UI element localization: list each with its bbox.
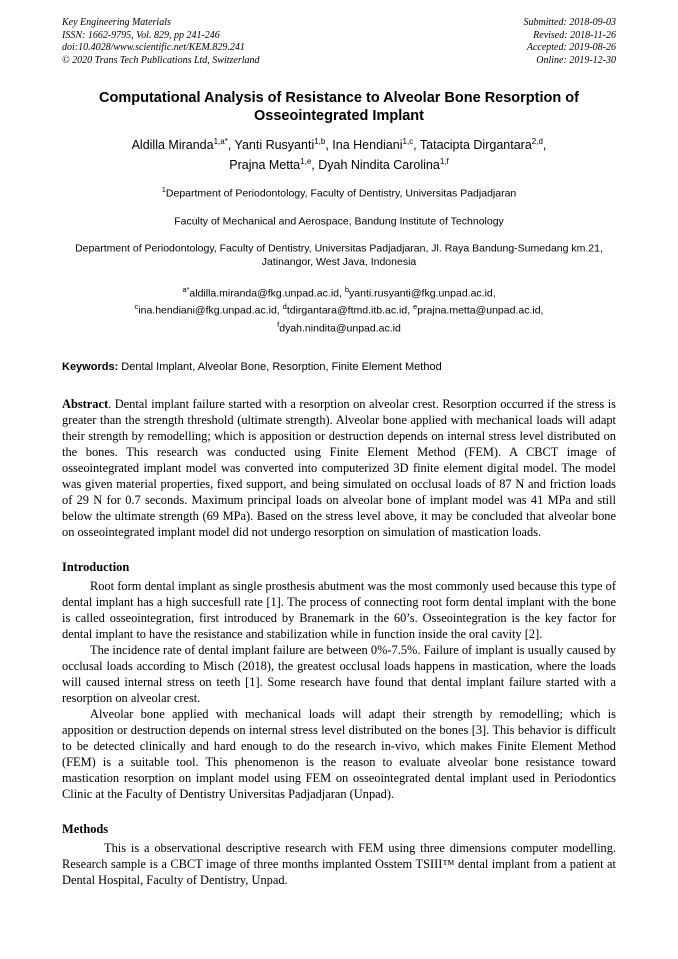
author-name: Aldilla Miranda: [131, 138, 214, 153]
email-separator: ,: [339, 287, 345, 300]
keywords-text: Dental Implant, Alveolar Bone, Resorption, Finite Element Method: [118, 361, 442, 374]
email-address: yanti.rusyanti@fkg.unpad.ac.id: [349, 287, 493, 300]
body-paragraph: The incidence rate of dental implant failure are between 0%-7.5%. Failure of implant is usually caused by occlusal loads according to Misch (2018), the greatest occlusal loads happens in mastication, where the loads will caused internal stress on teeth [1]. Some research have found that dental implant failure started with a resorption on alveolar crest.: [62, 643, 616, 706]
section-heading-methods: Methods: [62, 822, 109, 837]
affiliation-line: [62, 238, 616, 269]
email-separator: ,: [492, 287, 496, 300]
author-name: Dyah Nindita Carolina: [318, 157, 440, 172]
author-superscript: 2,d: [531, 137, 543, 146]
email-superscript: f: [277, 319, 280, 329]
revised-date: Revised: 2018-11-26: [533, 29, 616, 41]
journal-header: [62, 17, 616, 67]
affiliation-text: Department of Periodontology, Faculty of Dentistry, Universitas Padjadjaran, Jl. Raya Bandung-Sumedang km.21, Jatinangor, West Java, Indonesia: [75, 242, 603, 268]
author: [420, 138, 546, 152]
author: [318, 158, 449, 172]
email-superscript: e: [413, 302, 418, 312]
author: [235, 138, 333, 152]
author-separator: ,: [227, 138, 235, 153]
email-line: [62, 300, 616, 318]
author-name: Ina Hendiani: [332, 138, 403, 153]
affiliation-superscript: 1: [161, 185, 166, 195]
affiliation-line: [62, 183, 616, 201]
email-superscript: a*: [182, 284, 190, 294]
online-date: Online: 2019-12-30: [536, 54, 616, 66]
email-superscript: b: [344, 284, 350, 294]
author: [229, 158, 318, 172]
author-superscript: 1,b: [314, 137, 326, 146]
author-separator: ,: [325, 138, 333, 153]
email-address: aldilla.miranda@fkg.unpad.ac.id: [189, 287, 339, 300]
keywords-line: [62, 360, 616, 374]
email-address: dyah.nindita@unpad.ac.id: [279, 322, 401, 335]
email-separator: ,: [276, 304, 283, 317]
affiliation-line: [62, 211, 616, 229]
author-separator: ,: [311, 157, 319, 172]
body-paragraph: Root form dental implant as single prosthesis abutment was the most commonly used because this type of dental implant has a high succesfull rate [1]. The process of connecting root form dental implant with the bone is called osseointegration, first introduced by Branemark in the 60’s. Osseointegration is the key factor for dental implant to have the resistance and stabilization while in function inside the oral cavity [2].: [62, 579, 616, 642]
submission-dates: [524, 17, 617, 67]
affiliation-text: Faculty of Mechanical and Aerospace, Bandung Institute of Technology: [174, 215, 504, 228]
author-separator: ,: [542, 138, 547, 153]
abstract-text: . Dental implant failure started with a resorption on alveolar crest. Resorption occurred if the stress is greater than the strength threshold (ultimate strength). Alveolar bone applied with mechanical loads will adapt their strength by remodelling; which is apposition or destruction depends on internal stress level distributed on the bones. This research was conducted using Finite Element Method (FEM). A CBCT image of osseointegrated implant model was converted into computerized 3D finite element digital model. The model was given material properties, fixed support, and being simulated on occlusal loads of 87 N and friction loads of 29 N for 0.7 seconds. Maximum principal loads on alveolar bone of implant model was 41 MPa and still below the ultimate strength (69 MPa). Based on the stress level above, it may be concluded that alveolar bone on osseointegrated implant model did not undergo resorption on simulation of mastication loads.: [62, 397, 616, 540]
accepted-date: Accepted: 2019-08-26: [526, 42, 616, 53]
email-address: ina.hendiani@fkg.unpad.ac.id: [138, 304, 277, 317]
authors-line: [62, 134, 616, 173]
keywords-label: Keywords:: [62, 361, 119, 374]
author: [132, 138, 235, 152]
email-line: [62, 318, 616, 336]
journal-copyright: © 2020 Trans Tech Publications Ltd, Switzerland: [62, 54, 260, 66]
author-superscript: 1,c: [402, 137, 414, 146]
journal-info: [62, 17, 260, 67]
body-paragraph: Alveolar bone applied with mechanical loads will adapt their strength by remodelling; which is apposition or destruction depends on internal stress level distributed on the bones [3]. This behavior is difficult to be detected clinically and hard enough to do the research in-vivo, which makes Finite Element Method (FEM) is a suitable tool. This phenomenon is the reason to evaluate alveolar bone resistance toward mastication resorption on implant model using FEM on osseointegrated dental implant used in Periodontics Clinic at the Faculty of Dentistry Universitas Padjadjaran (Unpad).: [62, 707, 616, 802]
abstract-label: Abstract: [62, 397, 109, 412]
journal-issn-volume: ISSN: 1662-9795, Vol. 829, pp 241-246: [62, 29, 220, 41]
email-line: [62, 283, 616, 301]
submitted-date: Submitted: 2018-09-03: [523, 17, 616, 28]
emails-block: [62, 283, 616, 336]
abstract: [62, 396, 616, 540]
journal-doi: doi:10.4028/www.scientific.net/KEM.829.241: [62, 42, 245, 53]
email-separator: ,: [540, 304, 544, 317]
journal-name: Key Engineering Materials: [62, 17, 171, 28]
author-name: Prajna Metta: [229, 157, 301, 172]
affiliations-block: [62, 183, 616, 269]
email-address: tdirgantara@ftmd.itb.ac.id: [286, 304, 408, 317]
author-superscript: 1,e: [300, 156, 312, 166]
email-superscript: d: [282, 302, 287, 312]
affiliation-text: Department of Periodontology, Faculty of Dentistry, Universitas Padjadjaran: [165, 187, 517, 200]
author-superscript: 1,a*: [213, 137, 228, 146]
email-separator: ,: [407, 304, 414, 317]
author-name: Tatacipta Dirgantara: [419, 138, 532, 153]
section-heading-introduction: Introduction: [62, 560, 130, 575]
paper-title: Computational Analysis of Resistance to Alveolar Bone Resorption of Osseointegrated Implant: [99, 90, 579, 124]
author: [332, 138, 420, 152]
author-separator: ,: [413, 138, 420, 153]
body-paragraph: This is a observational descriptive research with FEM using three dimensions computer modelling. Research sample is a CBCT image of three months implanted Osstem TSIII™ dental implant from a patient at Dental Hospital, Faculty of Dentistry, Unpad.: [62, 841, 616, 888]
email-superscript: c: [134, 302, 139, 312]
author-superscript: 1,f: [439, 156, 449, 166]
email-address: prajna.metta@unpad.ac.id: [417, 304, 541, 317]
author-name: Yanti Rusyanti: [234, 138, 315, 153]
